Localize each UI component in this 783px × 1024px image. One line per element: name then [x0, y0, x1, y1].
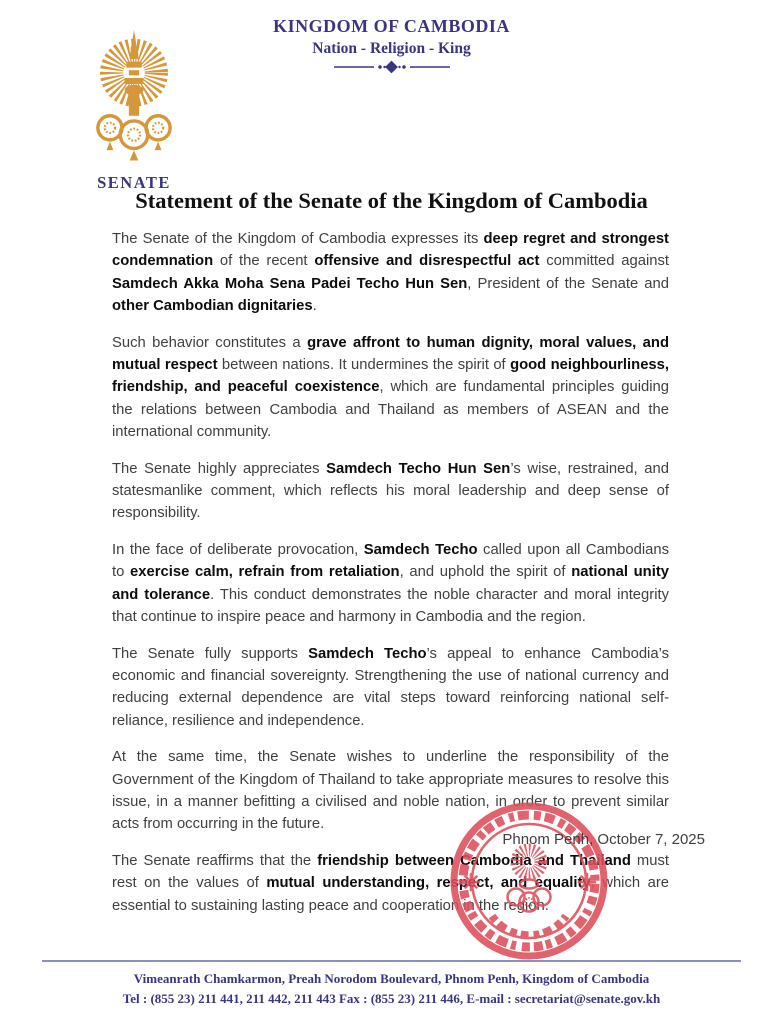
- paragraph-text-run: ’s wise, restrained, and statesmanlike comment, which reflects his moral leadership and deep sense of responsibility.: [112, 460, 670, 522]
- paragraph-bold-run: other Cambodian dignitaries: [112, 298, 313, 315]
- paragraph-text-run: called upon all Cambodians to: [112, 541, 669, 581]
- letterhead: [0, 16, 783, 74]
- paragraph-bold-run: grave affront to human dignity, moral values, and mutual respect: [112, 334, 669, 374]
- paragraph-text-run: The Senate fully supports: [112, 645, 309, 662]
- paragraph-text-run: must rest on the values of: [112, 852, 669, 892]
- paragraph: [112, 332, 669, 444]
- paragraph-text-run: . This conduct demonstrates the noble character and moral integrity that continue to inspire peace and harmony in Cambodia and the region.: [112, 586, 669, 626]
- paragraph-text-run: , and uphold the spirit of: [399, 564, 572, 581]
- paragraph-bold-run: friendship between Cambodia and Thailand: [317, 852, 631, 869]
- paragraph-bold-run: national unity and tolerance: [112, 564, 669, 603]
- paragraph-bold-run: deep regret and strongest condemnation: [112, 231, 669, 270]
- motto: Nation - Religion - King: [312, 40, 471, 57]
- paragraph: [112, 228, 669, 318]
- paragraph-text-run: .: [312, 298, 317, 315]
- paragraph-text-run: Such behavior constitutes a: [112, 334, 308, 351]
- paragraph-text-run: In the face of deliberate provocation,: [112, 541, 364, 558]
- paragraph-text-run: , which are fundamental principles guiding the relations between Cambodia and Thailand as members of ASEAN and the international community.: [112, 379, 669, 441]
- paragraph-bold-run: Samdech Techo Hun Sen: [326, 460, 511, 477]
- paragraph-bold-run: exercise calm, refrain from retaliation: [130, 564, 400, 581]
- paragraph-text-run: of the recent: [213, 253, 315, 270]
- paragraph-text-run: committed against: [539, 253, 669, 270]
- senate-crest-icon: [91, 151, 177, 168]
- kingdom-title: KINGDOM OF CAMBODIA: [273, 16, 510, 36]
- paragraph-bold-run: Samdech Techo: [308, 645, 427, 662]
- paragraph-bold-run: offensive and disrespectful act: [314, 253, 540, 270]
- paragraph-bold-run: good neighbourliness, friendship, and peaceful coexistence: [112, 357, 669, 396]
- senate-red-seal-icon: [446, 798, 612, 969]
- footer-address: Vimeanrath Chamkarmon, Preah Norodom Boulevard, Phnom Penh, Kingdom of Cambodia: [133, 971, 650, 986]
- paragraph-text-run: , President of the Senate and: [467, 275, 669, 292]
- paragraph: [112, 643, 669, 733]
- paragraph-text-run: The Senate highly appreciates: [112, 460, 327, 477]
- paragraph: [112, 458, 669, 525]
- footer: [42, 960, 741, 1009]
- paragraph-text-run: The Senate of the Kingdom of Cambodia expresses its: [112, 231, 484, 247]
- paragraph-text-run: , which are essential to sustaining lasting peace and cooperation in the region.: [112, 875, 669, 914]
- paragraph-bold-run: Samdech Akka Moha Sena Padei Techo Hun Sen: [112, 275, 468, 292]
- senate-label: SENATE: [97, 173, 171, 192]
- ornamental-divider-icon: [0, 60, 783, 74]
- paragraph-text-run: between nations. It undermines the spirit of: [217, 357, 511, 374]
- date-line: Phnom Penh, October 7, 2025: [502, 831, 705, 848]
- paragraph-text-run: At the same time, the Senate wishes to underline the responsibility of the Government of the Kingdom of Thailand to take appropriate measures to resolve this issue, in a manner befitting a civilised and noble nation, in order to prevent similar acts from occurring in the future.: [112, 749, 669, 833]
- paragraph-text-run: The Senate reaffirms that the: [112, 852, 318, 869]
- page-title: Statement of the Senate of the Kingdom of Cambodia: [135, 188, 648, 213]
- footer-contact: Tel : (855 23) 211 441, 211 442, 211 443 Fax : (855 23) 211 446, E-mail : secretariat@senate.gov.kh: [122, 991, 661, 1006]
- paragraph: [112, 539, 669, 629]
- paragraph-bold-run: Samdech Techo: [363, 541, 478, 558]
- paragraph-bold-run: mutual understanding, respect, and equality: [266, 875, 591, 892]
- paragraph-text-run: ’s appeal to enhance Cambodia’s economic and financial sovereignty. Strengthening the use of national currency and reducing external dependence are vital steps toward reinforcing national self-reliance, resilience and independence.: [112, 645, 669, 729]
